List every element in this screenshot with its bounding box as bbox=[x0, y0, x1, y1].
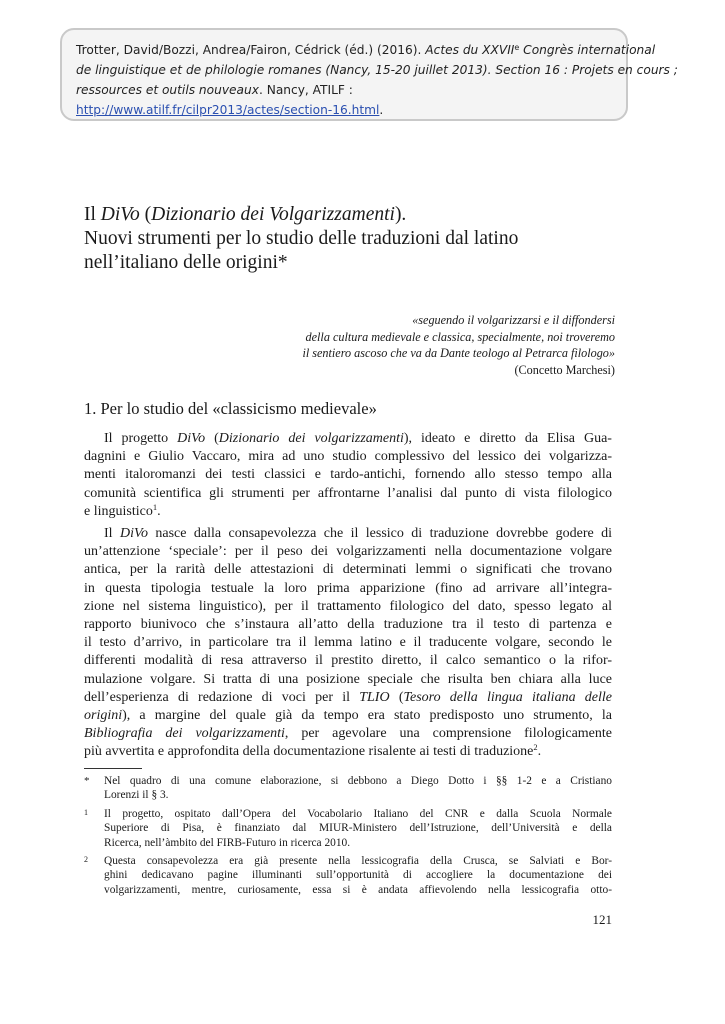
footnote-mark: * bbox=[84, 775, 90, 787]
title-line-3: nell’italiano delle origini* bbox=[84, 252, 288, 273]
text-run: , per agevolare una comprensione filologicamente bbox=[284, 726, 612, 742]
citation-proceedings-title: Actes du XXVII bbox=[425, 43, 515, 57]
title-text: ). bbox=[394, 204, 407, 225]
text-line bbox=[84, 430, 612, 448]
paper-title bbox=[84, 203, 644, 275]
text-run: . bbox=[157, 503, 161, 519]
text-run: nasce dalla consapevolezza che il lessico di traduzione dovrebbe godere di bbox=[147, 526, 612, 542]
text-run-italic: origini bbox=[84, 708, 123, 724]
footnote-line: Lorenzi il § 3. bbox=[104, 789, 169, 802]
text-line bbox=[84, 707, 612, 725]
text-line: menti italoromanzi dei testi classici e tardo-antichi, fornendo allo stesso tempo alla bbox=[84, 467, 612, 483]
footnote-line: volgarizzamenti, mentre, curiosamente, essa si è andata affievolendo nella lessicografia otto- bbox=[104, 883, 612, 896]
text-run-italic: DiVo bbox=[177, 431, 206, 446]
title-dictionary-name: Dizionario dei Volgarizzamenti bbox=[151, 204, 395, 225]
citation-conference: de linguistique et de philologie romanes (Nancy, 15-20 juillet 2013). Section 16 : Projets en cours ; bbox=[76, 63, 678, 77]
text-line: comunità scientifica gli strumenti per affrontarne l’analisi dal punto di vista filologico bbox=[84, 485, 612, 501]
text-run: dell’esperienza di redazione di voci per il bbox=[84, 689, 360, 705]
citation-proceedings-title-cont: Congrès international bbox=[519, 43, 656, 57]
text-line bbox=[84, 503, 612, 521]
footnote-1 bbox=[84, 807, 612, 850]
footnotes bbox=[84, 774, 612, 901]
footnote-2 bbox=[84, 854, 612, 897]
citation-publisher: . Nancy, ATILF : bbox=[258, 83, 353, 97]
text-run: . bbox=[537, 744, 542, 760]
title-line-1 bbox=[84, 203, 644, 227]
citation-authors: Trotter, David/Bozzi, Andrea/Fairon, Cédrick (éd.) (2016). bbox=[76, 43, 426, 57]
title-text: Il bbox=[84, 204, 101, 225]
citation-link[interactable]: http://www.atilf.fr/cilpr2013/actes/section-16.html bbox=[76, 103, 380, 117]
text-run: ( bbox=[205, 431, 219, 446]
text-line bbox=[84, 525, 612, 543]
text-line: mulazione volgare. Si tratta di una posizione speciale che risulta ben chiara alla luce bbox=[84, 671, 612, 687]
footnote-line: Ricerca, nell’àmbito del FIRB-Futuro in ricerca 2010. bbox=[104, 836, 351, 849]
title-divo: DiVo bbox=[100, 204, 140, 225]
text-line bbox=[84, 725, 612, 743]
section-heading: 1. Per lo studio del «classicismo medievale» bbox=[84, 399, 377, 418]
text-run-italic: TLIO bbox=[359, 689, 390, 705]
footnote-mark: 1 bbox=[84, 807, 88, 817]
text-run: più avvertita e approfondita della documentazione risalente ai testi di traduzione bbox=[84, 744, 534, 760]
title-line-2: Nuovi strumenti per lo studio delle traduzioni dal latino bbox=[84, 228, 519, 249]
text-line: antica, per la rarità delle attestazioni di determinati lemmi o significati che trovano bbox=[84, 562, 612, 578]
text-run-italic: Dizionario dei volgarizzamenti bbox=[218, 431, 404, 446]
page-number: 121 bbox=[592, 912, 612, 927]
citation-superscript: e bbox=[514, 43, 520, 52]
text-run: ), a margine del quale già da tempo era stato predisposto uno strumento, la bbox=[122, 708, 612, 724]
footnote-line: Questa consapevolezza era già presente nella lessicografia della Crusca, se Salviati e Bor- bbox=[104, 855, 612, 868]
citation-line-3 bbox=[76, 80, 614, 100]
text-run-italic: Bibliografia dei volgarizzamenti bbox=[84, 726, 285, 742]
text-line bbox=[84, 689, 612, 707]
footnote-line: ghini dedicavano pagine illuminanti sull’opportunità di accogliere la documentazione dei bbox=[104, 869, 612, 882]
citation-line-2 bbox=[76, 60, 678, 80]
footnote-mark: 2 bbox=[84, 855, 88, 865]
text-run-italic: Tesoro della lingua italiana delle bbox=[403, 689, 612, 705]
text-line: in questa tipologia testuale la loro prima apparizione (fino ad arrivare all’integra- bbox=[84, 580, 612, 596]
epigraph-author: (Concetto Marchesi) bbox=[514, 362, 615, 377]
footnote-line: Superiore di Pisa, è finanziato dal MIUR-Ministero dell’Istruzione, dell’Università e della bbox=[104, 822, 612, 835]
footnote-line: Il progetto, ospitato dall’Opera del Vocabolario Italiano del CNR e dalla Scuola Normale bbox=[104, 807, 612, 820]
text-line: rapporto biunivoco che s’instaura all’atto della traduzione tra il testo di partenza e bbox=[84, 617, 612, 633]
text-run: ( bbox=[389, 689, 404, 705]
text-run: ), ideato e diretto da Elisa Gua- bbox=[403, 431, 612, 446]
epigraph bbox=[302, 312, 615, 378]
footnote-line: Nel quadro di una comune elaborazione, si debbono a Diego Dotto i §§ 1-2 e a Cristiano bbox=[104, 775, 612, 787]
footnote-star bbox=[84, 774, 612, 803]
footnote-ref[interactable]: 2 bbox=[533, 742, 538, 753]
citation-section-title: ressources et outils nouveaux bbox=[76, 83, 259, 97]
citation-line-4 bbox=[76, 100, 614, 120]
epigraph-line-2: della cultura medievale e classica, specialmente, noi troveremo bbox=[305, 329, 615, 344]
paragraph-2 bbox=[84, 525, 612, 762]
body-text bbox=[84, 430, 612, 766]
text-run: Il bbox=[104, 526, 120, 542]
text-line: il testo d’arrivo, in particolare tra il lemma latino e il traducente volgare, secondo le bbox=[84, 635, 612, 651]
text-line: dagnini e Giulio Vaccaro, mira ad uno studio complessivo del lessico dei volgarizza- bbox=[84, 449, 612, 465]
text-run: e linguistico bbox=[84, 503, 153, 519]
citation-link-tail: . bbox=[379, 103, 384, 117]
footnote-ref[interactable]: 1 bbox=[152, 501, 158, 512]
paragraph-1 bbox=[84, 430, 612, 521]
text-line: zione nel sistema linguistico), per il trattamento filologico del dato, spesso legato al bbox=[84, 598, 612, 614]
epigraph-line-3: il sentiero ascoso che va da Dante teologo al Petrarca filologo» bbox=[302, 346, 615, 360]
citation-line-1 bbox=[76, 40, 656, 60]
text-run-italic: DiVo bbox=[119, 526, 148, 542]
epigraph-line-1: «seguendo il volgarizzarsi e il diffondersi bbox=[412, 313, 615, 327]
footnote-separator bbox=[84, 768, 142, 769]
text-line: differenti modalità di resa attraverso il prestito diretto, il calco semantico o la rifor- bbox=[84, 653, 612, 669]
text-line: un’attenzione ‘speciale’: per il peso dei volgarizzamenti nella documentazione volgare bbox=[84, 544, 612, 560]
text-run: Il progetto bbox=[104, 431, 178, 446]
text-line bbox=[84, 743, 612, 761]
citation-box bbox=[60, 28, 678, 121]
title-text: ( bbox=[139, 204, 152, 225]
